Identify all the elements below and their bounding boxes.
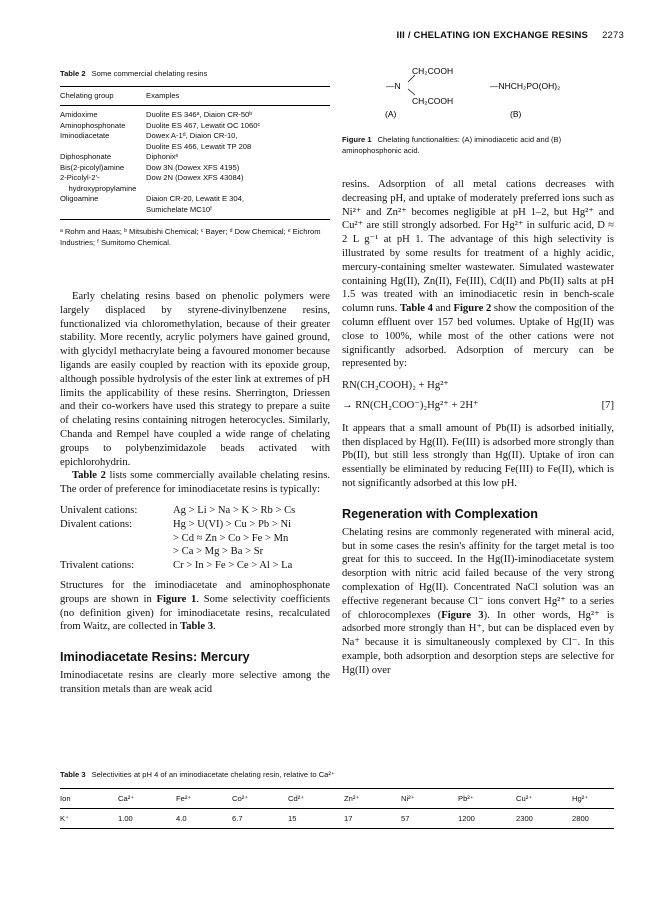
list-item: Trivalent cations: Cr > In > Fe > Ce > Al > La — [60, 560, 293, 572]
table-row: 2-Picolyl-2'- Dow 2N (Dowex XFS 43084) — [60, 173, 244, 182]
section-heading: Regeneration with Complexation — [342, 506, 538, 521]
fig1-a-upper-bond — [408, 75, 415, 82]
equation-line-2: → RN(CH₂COO⁻)₂Hg²⁺ + 2H⁺ — [342, 399, 479, 411]
table-2-header: Examples — [146, 86, 330, 106]
table-2 — [60, 69, 330, 248]
list-item: Divalent cations: Hg > U(VI) > Cu > Pb > Ni — [60, 518, 292, 530]
table-3-header: Ion — [60, 789, 118, 809]
table-row: Diphosphonate Diphonixᵉ — [60, 152, 179, 161]
table-row: K⁺ 1.00 4.0 6.7 15 17 57 1200 2300 2800 — [60, 809, 614, 829]
fig1-a-bottom-group: CH₂COOH — [412, 96, 454, 106]
table-2-grid — [60, 86, 330, 221]
right-column — [342, 178, 614, 678]
fig1-a-top-group: CH₂COOH — [412, 66, 454, 76]
paragraph: Structures for the iminodiacetate and aminophosphonate groups are shown in Figure 1. Some selectivity coefficients (no definition given) for iminodiacetate resins, recalculated from Waitz, are collected in Table 3. — [60, 579, 331, 633]
list-item: > Ca > Mg > Ba > Sr — [173, 546, 264, 558]
paragraph: It appears that a small amount of Pb(II) is adsorbed initially, then displaced by Hg(II). Fe(III) is adsorbed more strongly than Pb(II), but still less strongly than Hg(II). Uptake of iron can essentially be eliminated by reducing Fe(III) to Fe(II), which is not significantly adsorbed at this low pH. — [342, 422, 614, 489]
table-row: Iminodiacetate Dowex A-1ᵈ, Diaion CR-10, — [60, 131, 238, 140]
running-title: III / CHELATING ION EXCHANGE RESINS — [396, 30, 589, 41]
equation-line-1: RN(CH₂COOH)₂ + Hg²⁺ — [342, 380, 449, 392]
paragraph: resins. Adsorption of all metal cations decreases with decreasing pH, and uptake of moderately preferred ions such as Ni²⁺ and Zn²⁺ becomes negligible at pH 1–2, but Hg²⁺ and Cu²⁺ are still strongly adsorbed. For Hg²⁺ in sulfuric acid, D ≈ 2 L g⁻¹ at pH 1. The advantage of this high selectivity is illustrated by some results for treatment of a highly acidic, mercury-containing smelter wastewater. Simulated wastewater containing Hg(II), Zn(II), Fe(III), Cd(II) and Pb(II) salts at pH 1.5 was treated with an iminodiacetic resin in bench-scale column runs. Table 4 and Figure 2 show the composition of the column effluent over 157 bed volumes. Uptake of Hg(II) was close to 100%, while most of the other cations were not significantly adsorbed. Adsorption of mercury can be represented by: — [342, 179, 614, 370]
equation-number: [7] — [601, 400, 614, 412]
table-3-header: Co²⁺ — [232, 789, 288, 809]
left-column — [60, 290, 330, 697]
ref-table-3[interactable]: Table 3 — [180, 621, 214, 633]
ref-figure-1[interactable]: Figure 1 — [156, 593, 197, 605]
table-row: Aminophosphonate Duolite ES 467, Lewatit OC 1060ᶜ — [60, 120, 261, 130]
figure-1-structures — [342, 62, 614, 132]
ref-figure-2[interactable]: Figure 2 — [453, 303, 492, 315]
running-header — [0, 30, 624, 41]
fig1-label-a: (A) — [385, 109, 397, 119]
table-3-header: Cd²⁺ — [288, 789, 344, 809]
equation-7 — [342, 379, 614, 413]
list-item: > Cd ≈ Zn > Co > Fe > Mn — [173, 532, 289, 544]
table-3-grid — [60, 788, 614, 829]
figure-1-caption: Figure 1 Chelating functionalities: (A) iminodiacetic acid and (B) aminophosphonic acid. — [342, 135, 562, 155]
table-3 — [60, 770, 614, 829]
table-row: Duolite ES 466, Lewatit TP 208 — [146, 141, 252, 151]
ref-figure-3[interactable]: Figure 3 — [441, 609, 484, 621]
ref-table-2[interactable]: Table 2 — [72, 470, 106, 482]
table-3-header: Hg²⁺ — [572, 789, 614, 809]
table-row: Sumichelate MC10ᶠ — [146, 204, 212, 214]
table-3-caption: Table 3 Selectivities at pH 4 of an iminodiacetate chelating resin, relative to Ca²⁺ — [60, 770, 335, 779]
cation-preference-list — [60, 504, 330, 573]
fig1-a-nitrogen: —N — [386, 81, 401, 91]
table-2-header: Chelating group — [60, 86, 146, 106]
fig1-a-lower-bond — [408, 89, 415, 95]
table-3-header: Ni²⁺ — [401, 789, 458, 809]
table-3-header: Zn²⁺ — [344, 789, 401, 809]
table-2-caption: Table 2 Some commercial chelating resins — [60, 69, 208, 78]
table-row: hydroxypropylamine — [60, 183, 137, 193]
table-3-header: Fe²⁺ — [176, 789, 232, 809]
table-3-header: Ca²⁺ — [118, 789, 176, 809]
paragraph: Chelating resins are commonly regenerated with mineral acid, but in some cases the resin's affinity for the target metal is too great for this to succeed. In the Hg(II)-iminodiacetate system desorption with nitric acid failed because of the very strong complexation of Hg(II). Concentrated NaCl solution was an effective regenerant because Cl⁻ ions convert Hg²⁺ to a series of chlorocomplexes (Figure 3). In other words, Hg²⁺ is adsorbed more strongly than H⁺, but can be displaced even by Na⁺ because it is simultaneously complexed by Cl⁻. In this example, both adsorption and desorption steps are selective for Hg(II) over — [342, 526, 614, 676]
table-row: Amidoxime Duolite ES 346ᵃ, Diaion CR-50ᵇ — [60, 110, 253, 119]
fig1-label-b: (B) — [510, 109, 522, 119]
list-item: Univalent cations: Ag > Li > Na > K > Rb > Cs — [60, 504, 296, 516]
ref-table-4[interactable]: Table 4 — [399, 303, 433, 315]
paragraph: Iminodiacetate resins are clearly more selective among the transition metals than are weak acid — [60, 670, 330, 695]
fig1-b-formula: —NHCH₂PO(OH)₂ — [490, 81, 561, 91]
section-heading: Iminodiacetate Resins: Mercury — [60, 650, 250, 665]
table-2-footnote: ᵃ Rohm and Haas; ᵇ Mitsubishi Chemical; ᶜ Bayer; ᵈ Dow Chemical; ᵉ Eichrom Industries; ᶠ Sumitomo Chemical. — [60, 227, 321, 247]
table-row: Bis(2-picolyl)amine Dow 3N (Dowex XFS 4195) — [60, 162, 240, 172]
table-3-header: Cu²⁺ — [516, 789, 572, 809]
table-row: Oligoamine Diaion CR-20, Lewatit E 304, — [60, 194, 244, 203]
paragraph: Table 2 lists some commercially available chelating resins. The order of preference for iminodiacetate resins is typically: — [60, 470, 330, 496]
page-number: 2273 — [602, 30, 624, 41]
table-3-header: Pb²⁺ — [458, 789, 516, 809]
paragraph: Early chelating resins based on phenolic polymers were largely displaced by styrene-divinylbenzene resins, functionalized via chloromethylation, because of their greater stability. More recently, acrylic polymers have gained ground, with glycidyl methacrylate being a favoured monomer because ligands are easily coupled by reaction with its epoxide group, although possible hydrolysis of the ester link at extremes of pH limits the applicability of these resins. Sherrington, Driessen and their co-workers have used this strategy to prepare a suite of chelating resins containing nitrogen heterocycles. Similarly, Chanda and Rempel have coupled a wide range of chelating groups to polybenzimidazole beads activated with epichlorohydrin. — [60, 291, 330, 468]
